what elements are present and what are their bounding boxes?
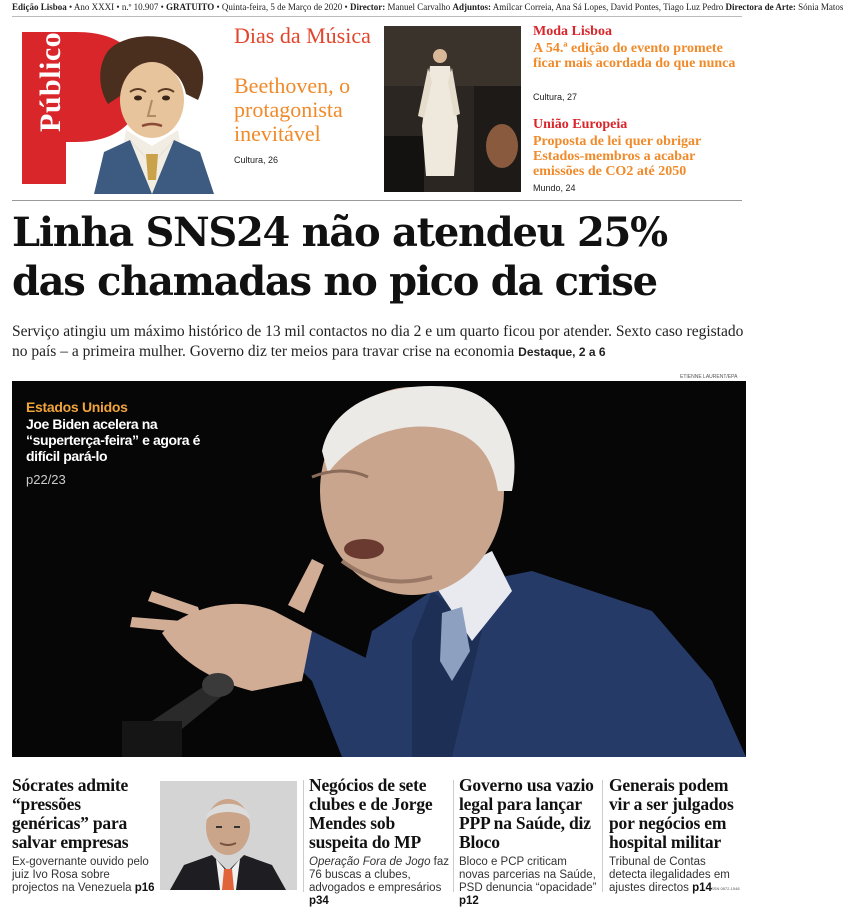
story-socrates-headline[interactable]: Sócrates admite “pressões genéricas” para salvar empresas xyxy=(12,775,129,852)
director-label: Director: xyxy=(349,2,386,12)
photo-story-section[interactable]: Estados Unidos xyxy=(26,399,128,415)
story-ppp-saude-body xyxy=(459,856,599,908)
masthead-divider xyxy=(12,16,742,17)
promo-beethoven-ref: Cultura, 26 xyxy=(234,155,279,165)
issue-details: • Ano XXXI • n.º 10.907 • xyxy=(66,2,167,12)
logo-wordmark: Público xyxy=(34,31,67,132)
runway-illustration xyxy=(384,26,521,192)
masthead-info-line xyxy=(12,2,843,16)
deputies-names: Amílcar Correia, Ana Sá Lopes, David Pontes, Tiago Luz Pedro xyxy=(491,2,726,12)
photo-story-headline[interactable]: Joe Biden acelera na “superterça-feira” e agora é difícil pará-lo xyxy=(26,416,200,464)
story-socrates[interactable] xyxy=(12,776,158,895)
story-clubes[interactable] xyxy=(309,776,451,908)
story-ppp-saude-headline[interactable]: Governo usa vazio legal para lançar PPP na Saúde, diz Bloco xyxy=(459,775,594,852)
main-page-ref[interactable]: Destaque, 2 a 6 xyxy=(518,345,606,359)
story-clubes-summary: faz 76 buscas a clubes, advogados e empresários xyxy=(309,856,450,894)
story-generais-headline[interactable]: Generais podem vir a ser julgados por negócios em hospital militar xyxy=(609,775,734,852)
column-divider xyxy=(602,780,603,892)
story-socrates-summary: Ex-governante ouvido pelo juiz Ivo Rosa sobre projectos na Venezuela xyxy=(12,856,149,894)
promo-moda-lisboa-section[interactable]: Moda Lisboa xyxy=(533,24,612,39)
story-clubes-operation: Operação Fora de Jogo xyxy=(309,856,431,868)
main-standfirst xyxy=(12,322,744,362)
main-headline[interactable]: Linha SNS24 não atendeu 25% das chamadas no pico da crise xyxy=(12,209,667,305)
story-generais[interactable] xyxy=(609,776,745,895)
edition-label: Edição Lisboa xyxy=(12,2,67,12)
fashion-runway-photo[interactable] xyxy=(384,26,521,192)
story-socrates-page[interactable]: p16 xyxy=(134,882,155,894)
promo-moda-lisboa-ref: Cultura, 27 xyxy=(533,92,578,102)
issn-label: ISSN 0872-1548 xyxy=(710,886,740,891)
promo-uniao-europeia-section[interactable]: União Europeia xyxy=(533,117,628,132)
deputies-label: Adjuntos: xyxy=(452,2,492,12)
story-generais-page[interactable]: p14 xyxy=(692,882,712,894)
price-label: GRATUITO xyxy=(166,2,215,12)
director-name: Manuel Carvalho xyxy=(385,2,453,12)
column-divider xyxy=(303,780,304,892)
socrates-photo[interactable] xyxy=(160,781,297,890)
photo-story-page-ref[interactable]: p22/23 xyxy=(26,472,66,487)
story-socrates-body xyxy=(12,856,158,895)
story-clubes-headline[interactable]: Negócios de sete clubes e de Jorge Mendes sob suspeita do MP xyxy=(309,775,433,852)
issue-date: • Quinta-feira, 5 de Março de 2020 • xyxy=(214,2,350,12)
story-clubes-page[interactable]: p34 xyxy=(309,895,329,907)
story-ppp-saude-page[interactable]: p12 xyxy=(459,895,479,907)
story-ppp-saude-summary: Bloco e PCP criticam novas parcerias na Saúde, PSD denuncia “opacidade” xyxy=(459,856,597,894)
top-section-divider xyxy=(12,200,742,201)
beethoven-portrait xyxy=(86,34,232,194)
photo-credit: ETIENNE LAURENT/EPA xyxy=(680,374,738,380)
art-director-name: Sónia Matos xyxy=(795,2,843,12)
promo-uniao-europeia-ref: Mundo, 24 xyxy=(533,183,576,193)
art-director-label: Directora de Arte: xyxy=(725,2,796,12)
socrates-illustration xyxy=(160,781,297,890)
story-clubes-body xyxy=(309,856,451,908)
promo-beethoven-headline[interactable]: Beethoven, o protagonista inevitável xyxy=(234,73,351,146)
promo-uniao-europeia-headline[interactable]: Proposta de lei quer obrigar Estados-membros a acabar emissões de CO2 até 2050 xyxy=(533,134,701,179)
promo-moda-lisboa-headline[interactable]: A 54.ª edição do evento promete ficar mais acordada do que nunca xyxy=(533,41,736,71)
story-generais-summary: Tribunal de Contas detecta ilegalidades em ajustes directos xyxy=(609,856,730,894)
promo-dias-da-musica-title[interactable]: Dias da Música xyxy=(234,23,371,48)
main-standfirst-text: Serviço atingiu um máximo histórico de 13 mil contactos no dia 2 e um quarto ficou por atender. Sexto caso registado no país – a primeira mulher. Governo diz ter meios para travar crise na economia xyxy=(12,323,744,360)
story-ppp-saude[interactable] xyxy=(459,776,599,908)
column-divider xyxy=(453,780,454,892)
